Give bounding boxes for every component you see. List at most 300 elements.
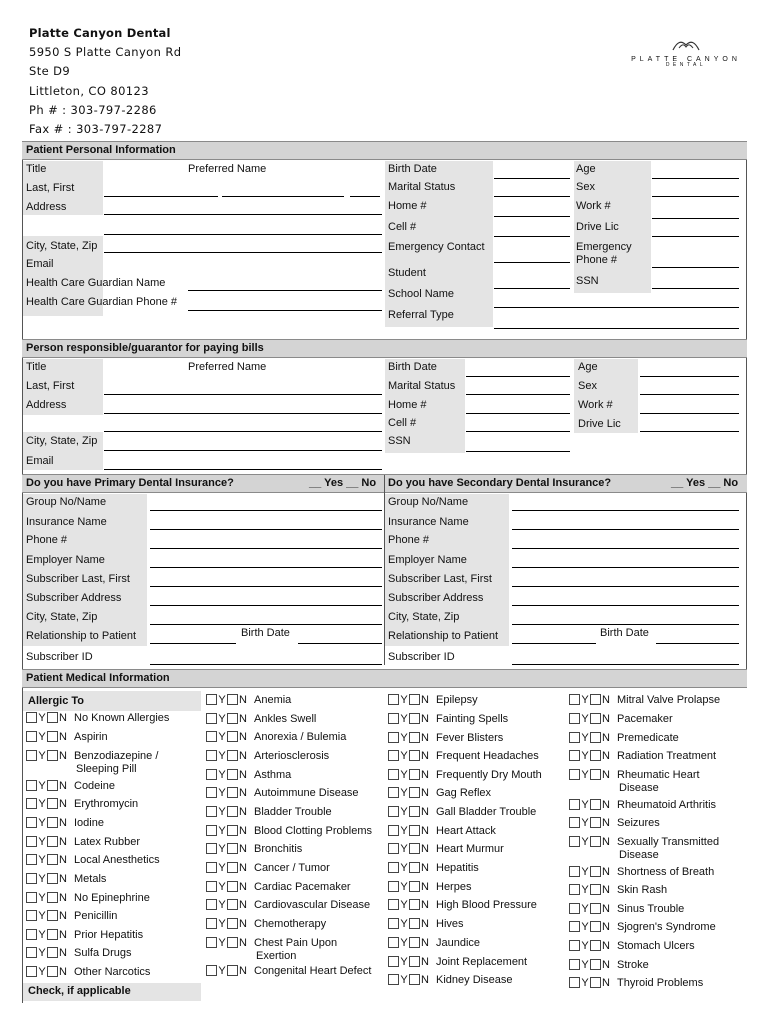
condition-label: Gag Reflex bbox=[436, 787, 492, 799]
no-checkbox[interactable] bbox=[409, 974, 420, 985]
condition-col2-11 bbox=[206, 899, 370, 912]
mountain-logo-icon bbox=[671, 38, 701, 52]
yes-checkbox[interactable] bbox=[26, 780, 37, 791]
yes-checkbox[interactable] bbox=[569, 921, 580, 932]
field-mi[interactable] bbox=[350, 196, 380, 197]
yes-checkbox[interactable] bbox=[206, 787, 217, 798]
condition-label: Asthma bbox=[254, 769, 292, 781]
g-field-address[interactable] bbox=[104, 413, 382, 414]
yes-checkbox[interactable] bbox=[569, 817, 580, 828]
condition-col3-0 bbox=[388, 694, 478, 707]
condition-label: Iodine bbox=[74, 817, 104, 829]
no-checkbox[interactable] bbox=[227, 694, 238, 705]
yes-checkbox[interactable] bbox=[388, 899, 399, 910]
field-last[interactable] bbox=[104, 196, 218, 197]
yes-checkbox[interactable] bbox=[569, 836, 580, 847]
no-label: N bbox=[421, 732, 429, 744]
p-field-relationship[interactable] bbox=[150, 643, 236, 644]
condition-col4-10 bbox=[569, 903, 684, 916]
condition-col1-5 bbox=[26, 817, 104, 830]
no-checkbox[interactable] bbox=[590, 799, 601, 810]
yes-checkbox[interactable] bbox=[26, 731, 37, 742]
condition-col1-9 bbox=[26, 892, 150, 905]
yes-checkbox[interactable] bbox=[26, 836, 37, 847]
g-field-age[interactable] bbox=[640, 376, 739, 377]
condition-label: Benzodiazepine / bbox=[74, 750, 159, 762]
s-label-insurance-name: Insurance Name bbox=[388, 516, 469, 528]
g-field-address2[interactable] bbox=[104, 431, 382, 432]
yes-checkbox[interactable] bbox=[388, 974, 399, 985]
no-checkbox[interactable] bbox=[409, 806, 420, 817]
yes-checkbox[interactable] bbox=[569, 884, 580, 895]
s-field-relationship[interactable] bbox=[512, 643, 596, 644]
yes-checkbox[interactable] bbox=[206, 937, 217, 948]
no-checkbox[interactable] bbox=[227, 881, 238, 892]
condition-col1-8 bbox=[26, 873, 106, 886]
yes-checkbox[interactable] bbox=[26, 750, 37, 761]
yes-checkbox[interactable] bbox=[206, 843, 217, 854]
no-checkbox[interactable] bbox=[409, 787, 420, 798]
no-checkbox[interactable] bbox=[409, 937, 420, 948]
yes-checkbox[interactable] bbox=[569, 940, 580, 951]
s-label-birth-date: Birth Date bbox=[600, 627, 649, 639]
yes-label: Y bbox=[38, 731, 46, 743]
field-home[interactable] bbox=[494, 216, 570, 217]
no-checkbox[interactable] bbox=[47, 836, 58, 847]
yes-checkbox[interactable] bbox=[388, 787, 399, 798]
field-referral-type[interactable] bbox=[494, 328, 739, 329]
condition-col3-2 bbox=[388, 732, 503, 745]
yes-checkbox[interactable] bbox=[206, 899, 217, 910]
condition-col4-9 bbox=[569, 884, 667, 897]
p-field-group[interactable] bbox=[150, 510, 382, 511]
condition-col4-13 bbox=[569, 959, 649, 972]
yes-checkbox[interactable] bbox=[206, 965, 217, 976]
no-checkbox[interactable] bbox=[590, 921, 601, 932]
field-address2[interactable] bbox=[104, 234, 382, 235]
condition-col1-0 bbox=[26, 712, 169, 725]
yes-checkbox[interactable] bbox=[26, 910, 37, 921]
no-checkbox[interactable] bbox=[47, 910, 58, 921]
condition-label: Local Anesthetics bbox=[74, 854, 160, 866]
label-emergency-phone-1: Emergency bbox=[576, 241, 632, 253]
s-field-phone[interactable] bbox=[512, 548, 739, 549]
p-field-city-state-zip[interactable] bbox=[150, 624, 382, 625]
field-emergency-contact[interactable] bbox=[494, 262, 570, 263]
yes-checkbox[interactable] bbox=[569, 732, 580, 743]
yes-checkbox[interactable] bbox=[569, 769, 580, 780]
condition-col3-10 bbox=[388, 881, 471, 894]
condition-label: Seizures bbox=[617, 817, 660, 829]
g-label-last-first: Last, First bbox=[26, 380, 75, 392]
yes-checkbox[interactable] bbox=[26, 798, 37, 809]
s-label-employer: Employer Name bbox=[388, 554, 467, 566]
no-checkbox[interactable] bbox=[590, 940, 601, 951]
condition-label: Heart Attack bbox=[436, 825, 496, 837]
no-checkbox[interactable] bbox=[47, 854, 58, 865]
label-address: Address bbox=[26, 201, 67, 213]
yes-label: Y bbox=[400, 732, 408, 744]
condition-col3-5 bbox=[388, 787, 491, 800]
yes-checkbox[interactable] bbox=[388, 862, 399, 873]
no-checkbox[interactable] bbox=[590, 713, 601, 724]
p-field-employer[interactable] bbox=[150, 567, 382, 568]
condition-label: Chest Pain Upon bbox=[254, 937, 338, 949]
condition-col3-15 bbox=[388, 974, 512, 987]
no-label: N bbox=[239, 899, 247, 911]
p-label-insurance-name: Insurance Name bbox=[26, 516, 107, 528]
condition-label: Ankles Swell bbox=[254, 713, 317, 725]
condition-label: Autoimmune Disease bbox=[254, 787, 359, 799]
condition-col4-12 bbox=[569, 940, 695, 953]
field-marital-status[interactable] bbox=[494, 196, 570, 197]
label-last-first: Last, First bbox=[26, 182, 75, 194]
yes-label: Y bbox=[218, 918, 226, 930]
yes-checkbox[interactable] bbox=[206, 694, 217, 705]
no-checkbox[interactable] bbox=[47, 947, 58, 958]
no-checkbox[interactable] bbox=[47, 712, 58, 723]
no-checkbox[interactable] bbox=[409, 825, 420, 836]
condition-col4-1 bbox=[569, 713, 673, 726]
g-label-work: Work # bbox=[578, 399, 613, 411]
allergic-to-heading: Allergic To bbox=[28, 695, 85, 707]
yes-label: Y bbox=[400, 750, 408, 762]
g-field-sex[interactable] bbox=[640, 394, 739, 395]
no-label: N bbox=[602, 817, 610, 829]
field-first[interactable] bbox=[222, 196, 344, 197]
label-sex: Sex bbox=[576, 181, 595, 193]
yes-label: Y bbox=[38, 910, 46, 922]
no-checkbox[interactable] bbox=[227, 825, 238, 836]
no-checkbox[interactable] bbox=[47, 966, 58, 977]
p-field-subscriber-address[interactable] bbox=[150, 605, 382, 606]
no-checkbox[interactable] bbox=[409, 881, 420, 892]
g-field-email[interactable] bbox=[104, 469, 382, 470]
secondary-yes-no[interactable]: __ Yes __ No bbox=[671, 477, 739, 489]
no-checkbox[interactable] bbox=[227, 862, 238, 873]
label-guardian-phone: Health Care Guardian Phone # bbox=[26, 296, 178, 308]
field-address[interactable] bbox=[104, 214, 382, 215]
no-label: N bbox=[421, 787, 429, 799]
field-age[interactable] bbox=[652, 178, 739, 179]
field-birth-date[interactable] bbox=[494, 178, 570, 179]
no-checkbox[interactable] bbox=[409, 843, 420, 854]
s-field-group[interactable] bbox=[512, 510, 739, 511]
yes-checkbox[interactable] bbox=[388, 750, 399, 761]
yes-label: Y bbox=[218, 750, 226, 762]
no-label: N bbox=[602, 750, 610, 762]
section-guarantor bbox=[22, 339, 747, 358]
no-checkbox[interactable] bbox=[590, 977, 601, 988]
no-checkbox[interactable] bbox=[409, 769, 420, 780]
g-field-work[interactable] bbox=[640, 413, 739, 414]
yes-label: Y bbox=[581, 884, 589, 896]
yes-checkbox[interactable] bbox=[26, 854, 37, 865]
yes-checkbox[interactable] bbox=[569, 750, 580, 761]
g-field-ssn[interactable] bbox=[466, 451, 570, 452]
condition-col3-1 bbox=[388, 713, 508, 726]
yes-label: Y bbox=[218, 862, 226, 874]
no-label: N bbox=[239, 787, 247, 799]
yes-checkbox[interactable] bbox=[206, 881, 217, 892]
primary-yes-no[interactable]: __ Yes __ No bbox=[309, 477, 377, 489]
p-field-birth-date[interactable] bbox=[298, 643, 382, 644]
g-field-home[interactable] bbox=[466, 413, 570, 414]
no-checkbox[interactable] bbox=[409, 713, 420, 724]
g-field-cell[interactable] bbox=[466, 431, 570, 432]
p-field-insurance-name[interactable] bbox=[150, 529, 382, 530]
field-guardian-name[interactable] bbox=[188, 290, 382, 291]
yes-checkbox[interactable] bbox=[569, 866, 580, 877]
yes-checkbox[interactable] bbox=[388, 732, 399, 743]
no-label: N bbox=[59, 712, 67, 724]
no-checkbox[interactable] bbox=[47, 817, 58, 828]
no-checkbox[interactable] bbox=[227, 937, 238, 948]
yes-checkbox[interactable] bbox=[569, 694, 580, 705]
no-checkbox[interactable] bbox=[47, 892, 58, 903]
s-field-subscriber-address[interactable] bbox=[512, 605, 739, 606]
no-checkbox[interactable] bbox=[227, 731, 238, 742]
no-checkbox[interactable] bbox=[590, 694, 601, 705]
yes-label: Y bbox=[38, 712, 46, 724]
no-label: N bbox=[59, 750, 67, 762]
condition-col1-13 bbox=[26, 966, 150, 979]
condition-col3-7 bbox=[388, 825, 496, 838]
condition-label: Skin Rash bbox=[617, 884, 668, 896]
condition-label: Fainting Spells bbox=[436, 713, 509, 725]
yes-checkbox[interactable] bbox=[388, 769, 399, 780]
yes-checkbox[interactable] bbox=[569, 959, 580, 970]
field-sex[interactable] bbox=[652, 196, 739, 197]
no-label: N bbox=[59, 966, 67, 978]
condition-label: Frequent Headaches bbox=[436, 750, 539, 762]
no-checkbox[interactable] bbox=[590, 750, 601, 761]
p-field-subscriber-name[interactable] bbox=[150, 586, 382, 587]
g-field-city-state-zip[interactable] bbox=[104, 450, 382, 451]
field-school-name[interactable] bbox=[494, 307, 739, 308]
yes-label: Y bbox=[218, 769, 226, 781]
condition-label: Sjogren's Syndrome bbox=[617, 921, 716, 933]
yes-label: Y bbox=[581, 732, 589, 744]
yes-label: Y bbox=[581, 799, 589, 811]
s-label-group: Group No/Name bbox=[388, 496, 469, 508]
yes-checkbox[interactable] bbox=[388, 881, 399, 892]
condition-label: Metals bbox=[74, 873, 107, 885]
yes-checkbox[interactable] bbox=[388, 843, 399, 854]
yes-checkbox[interactable] bbox=[388, 825, 399, 836]
g-label-marital-status: Marital Status bbox=[388, 380, 456, 392]
yes-label: Y bbox=[581, 940, 589, 952]
s-label-relationship: Relationship to Patient bbox=[388, 630, 499, 642]
condition-col4-5 bbox=[569, 799, 716, 812]
condition-label: Chemotherapy bbox=[254, 918, 327, 930]
no-checkbox[interactable] bbox=[227, 806, 238, 817]
label-marital-status: Marital Status bbox=[388, 181, 456, 193]
condition-col2-13: Y N Chest Pain Upon Exertion bbox=[206, 937, 337, 963]
g-field-birth-date[interactable] bbox=[466, 376, 570, 377]
yes-checkbox[interactable] bbox=[26, 712, 37, 723]
no-label: N bbox=[59, 731, 67, 743]
s-field-city-state-zip[interactable] bbox=[512, 624, 739, 625]
g-field-marital-status[interactable] bbox=[466, 394, 570, 395]
yes-label: Y bbox=[218, 694, 226, 706]
condition-label: Rheumatoid Arthritis bbox=[617, 799, 717, 811]
g-label-address: Address bbox=[26, 399, 67, 411]
yes-checkbox[interactable] bbox=[206, 825, 217, 836]
yes-checkbox[interactable] bbox=[26, 947, 37, 958]
yes-checkbox[interactable] bbox=[569, 799, 580, 810]
no-label: N bbox=[602, 732, 610, 744]
yes-label: Y bbox=[581, 769, 589, 781]
no-checkbox[interactable] bbox=[590, 732, 601, 743]
yes-checkbox[interactable] bbox=[206, 806, 217, 817]
condition-col1-7 bbox=[26, 854, 160, 867]
yes-checkbox[interactable] bbox=[569, 713, 580, 724]
field-ssn[interactable] bbox=[652, 288, 739, 289]
no-checkbox[interactable] bbox=[409, 694, 420, 705]
yes-label: Y bbox=[218, 937, 226, 949]
field-work[interactable] bbox=[652, 218, 739, 219]
yes-checkbox[interactable] bbox=[569, 977, 580, 988]
field-drive-lic[interactable] bbox=[652, 236, 739, 237]
yes-checkbox[interactable] bbox=[388, 713, 399, 724]
p-field-phone[interactable] bbox=[150, 548, 382, 549]
no-checkbox[interactable] bbox=[227, 965, 238, 976]
condition-col4-8 bbox=[569, 866, 714, 879]
condition-col1-1 bbox=[26, 731, 108, 744]
condition-col3-6 bbox=[388, 806, 536, 819]
yes-checkbox[interactable] bbox=[388, 694, 399, 705]
no-checkbox[interactable] bbox=[47, 750, 58, 761]
no-checkbox[interactable] bbox=[590, 903, 601, 914]
p-label-city-state-zip: City, State, Zip bbox=[26, 611, 98, 623]
yes-checkbox[interactable] bbox=[388, 937, 399, 948]
no-label: N bbox=[421, 974, 429, 986]
no-label: N bbox=[421, 713, 429, 725]
yes-checkbox[interactable] bbox=[26, 892, 37, 903]
yes-checkbox[interactable] bbox=[388, 956, 399, 967]
condition-label: Pacemaker bbox=[617, 713, 673, 725]
field-student[interactable] bbox=[494, 288, 570, 289]
s-field-birth-date[interactable] bbox=[656, 643, 739, 644]
s-field-insurance-name[interactable] bbox=[512, 529, 739, 530]
no-label: N bbox=[239, 713, 247, 725]
yes-checkbox[interactable] bbox=[26, 966, 37, 977]
no-checkbox[interactable] bbox=[47, 873, 58, 884]
yes-label: Y bbox=[38, 947, 46, 959]
section-personal-title: Patient Personal Information bbox=[26, 144, 176, 156]
condition-label: Shortness of Breath bbox=[617, 866, 715, 878]
practice-header bbox=[29, 24, 181, 139]
no-label: N bbox=[602, 694, 610, 706]
no-checkbox[interactable] bbox=[590, 866, 601, 877]
no-checkbox[interactable] bbox=[409, 918, 420, 929]
yes-checkbox[interactable] bbox=[26, 873, 37, 884]
yes-checkbox[interactable] bbox=[26, 929, 37, 940]
g-field-last-first[interactable] bbox=[104, 394, 382, 395]
yes-checkbox[interactable] bbox=[206, 713, 217, 724]
yes-checkbox[interactable] bbox=[206, 731, 217, 742]
p-label-subscriber-address: Subscriber Address bbox=[26, 592, 122, 604]
no-checkbox[interactable] bbox=[227, 899, 238, 910]
no-checkbox[interactable] bbox=[590, 959, 601, 970]
no-label: N bbox=[239, 769, 247, 781]
field-emergency-phone[interactable] bbox=[652, 267, 739, 268]
condition-col2-10 bbox=[206, 881, 351, 894]
logo-line1: PLATTE CANYON bbox=[631, 56, 741, 63]
yes-label: Y bbox=[38, 929, 46, 941]
condition-label: Fever Blisters bbox=[436, 732, 504, 744]
condition-col1-10 bbox=[26, 910, 117, 923]
condition-col4-7: Y N Sexually Transmitted Disease bbox=[569, 836, 719, 862]
no-checkbox[interactable] bbox=[590, 817, 601, 828]
no-checkbox[interactable] bbox=[227, 750, 238, 761]
yes-checkbox[interactable] bbox=[388, 806, 399, 817]
condition-col2-2 bbox=[206, 731, 346, 744]
condition-col2-12 bbox=[206, 918, 326, 931]
yes-label: Y bbox=[581, 713, 589, 725]
yes-checkbox[interactable] bbox=[388, 918, 399, 929]
no-checkbox[interactable] bbox=[47, 780, 58, 791]
practice-city: Littleton, CO 80123 bbox=[29, 83, 149, 98]
g-field-drive-lic[interactable] bbox=[640, 431, 739, 432]
no-checkbox[interactable] bbox=[409, 862, 420, 873]
yes-checkbox[interactable] bbox=[206, 862, 217, 873]
condition-col4-3 bbox=[569, 750, 716, 763]
yes-checkbox[interactable] bbox=[206, 918, 217, 929]
no-checkbox[interactable] bbox=[47, 798, 58, 809]
no-label: N bbox=[602, 769, 610, 781]
condition-label: Sexually Transmitted bbox=[617, 836, 720, 848]
no-checkbox[interactable] bbox=[590, 769, 601, 780]
no-checkbox[interactable] bbox=[590, 836, 601, 847]
field-cell[interactable] bbox=[494, 236, 570, 237]
no-checkbox[interactable] bbox=[409, 899, 420, 910]
s-field-subscriber-name[interactable] bbox=[512, 586, 739, 587]
no-checkbox[interactable] bbox=[227, 918, 238, 929]
no-checkbox[interactable] bbox=[409, 732, 420, 743]
no-checkbox[interactable] bbox=[227, 713, 238, 724]
no-checkbox[interactable] bbox=[47, 731, 58, 742]
field-city-state-zip[interactable] bbox=[104, 252, 382, 253]
condition-label: Anemia bbox=[254, 694, 292, 706]
no-checkbox[interactable] bbox=[227, 787, 238, 798]
field-guardian-phone[interactable] bbox=[188, 310, 382, 311]
condition-col3-9 bbox=[388, 862, 479, 875]
condition-label: Herpes bbox=[436, 881, 472, 893]
no-label: N bbox=[59, 836, 67, 848]
no-label: N bbox=[602, 799, 610, 811]
no-checkbox[interactable] bbox=[409, 956, 420, 967]
yes-checkbox[interactable] bbox=[206, 750, 217, 761]
s-field-subscriber-id[interactable] bbox=[512, 664, 739, 665]
yes-checkbox[interactable] bbox=[569, 903, 580, 914]
no-checkbox[interactable] bbox=[227, 843, 238, 854]
practice-address2: Ste D9 bbox=[29, 64, 71, 79]
no-checkbox[interactable] bbox=[47, 929, 58, 940]
no-checkbox[interactable] bbox=[409, 750, 420, 761]
p-field-subscriber-id[interactable] bbox=[150, 664, 382, 665]
no-checkbox[interactable] bbox=[227, 769, 238, 780]
s-field-employer[interactable] bbox=[512, 567, 739, 568]
yes-checkbox[interactable] bbox=[206, 769, 217, 780]
no-checkbox[interactable] bbox=[590, 884, 601, 895]
no-label: N bbox=[59, 817, 67, 829]
condition-label: Cancer / Tumor bbox=[254, 862, 330, 874]
yes-checkbox[interactable] bbox=[26, 817, 37, 828]
condition-col4-14 bbox=[569, 977, 703, 990]
no-label: N bbox=[239, 843, 247, 855]
